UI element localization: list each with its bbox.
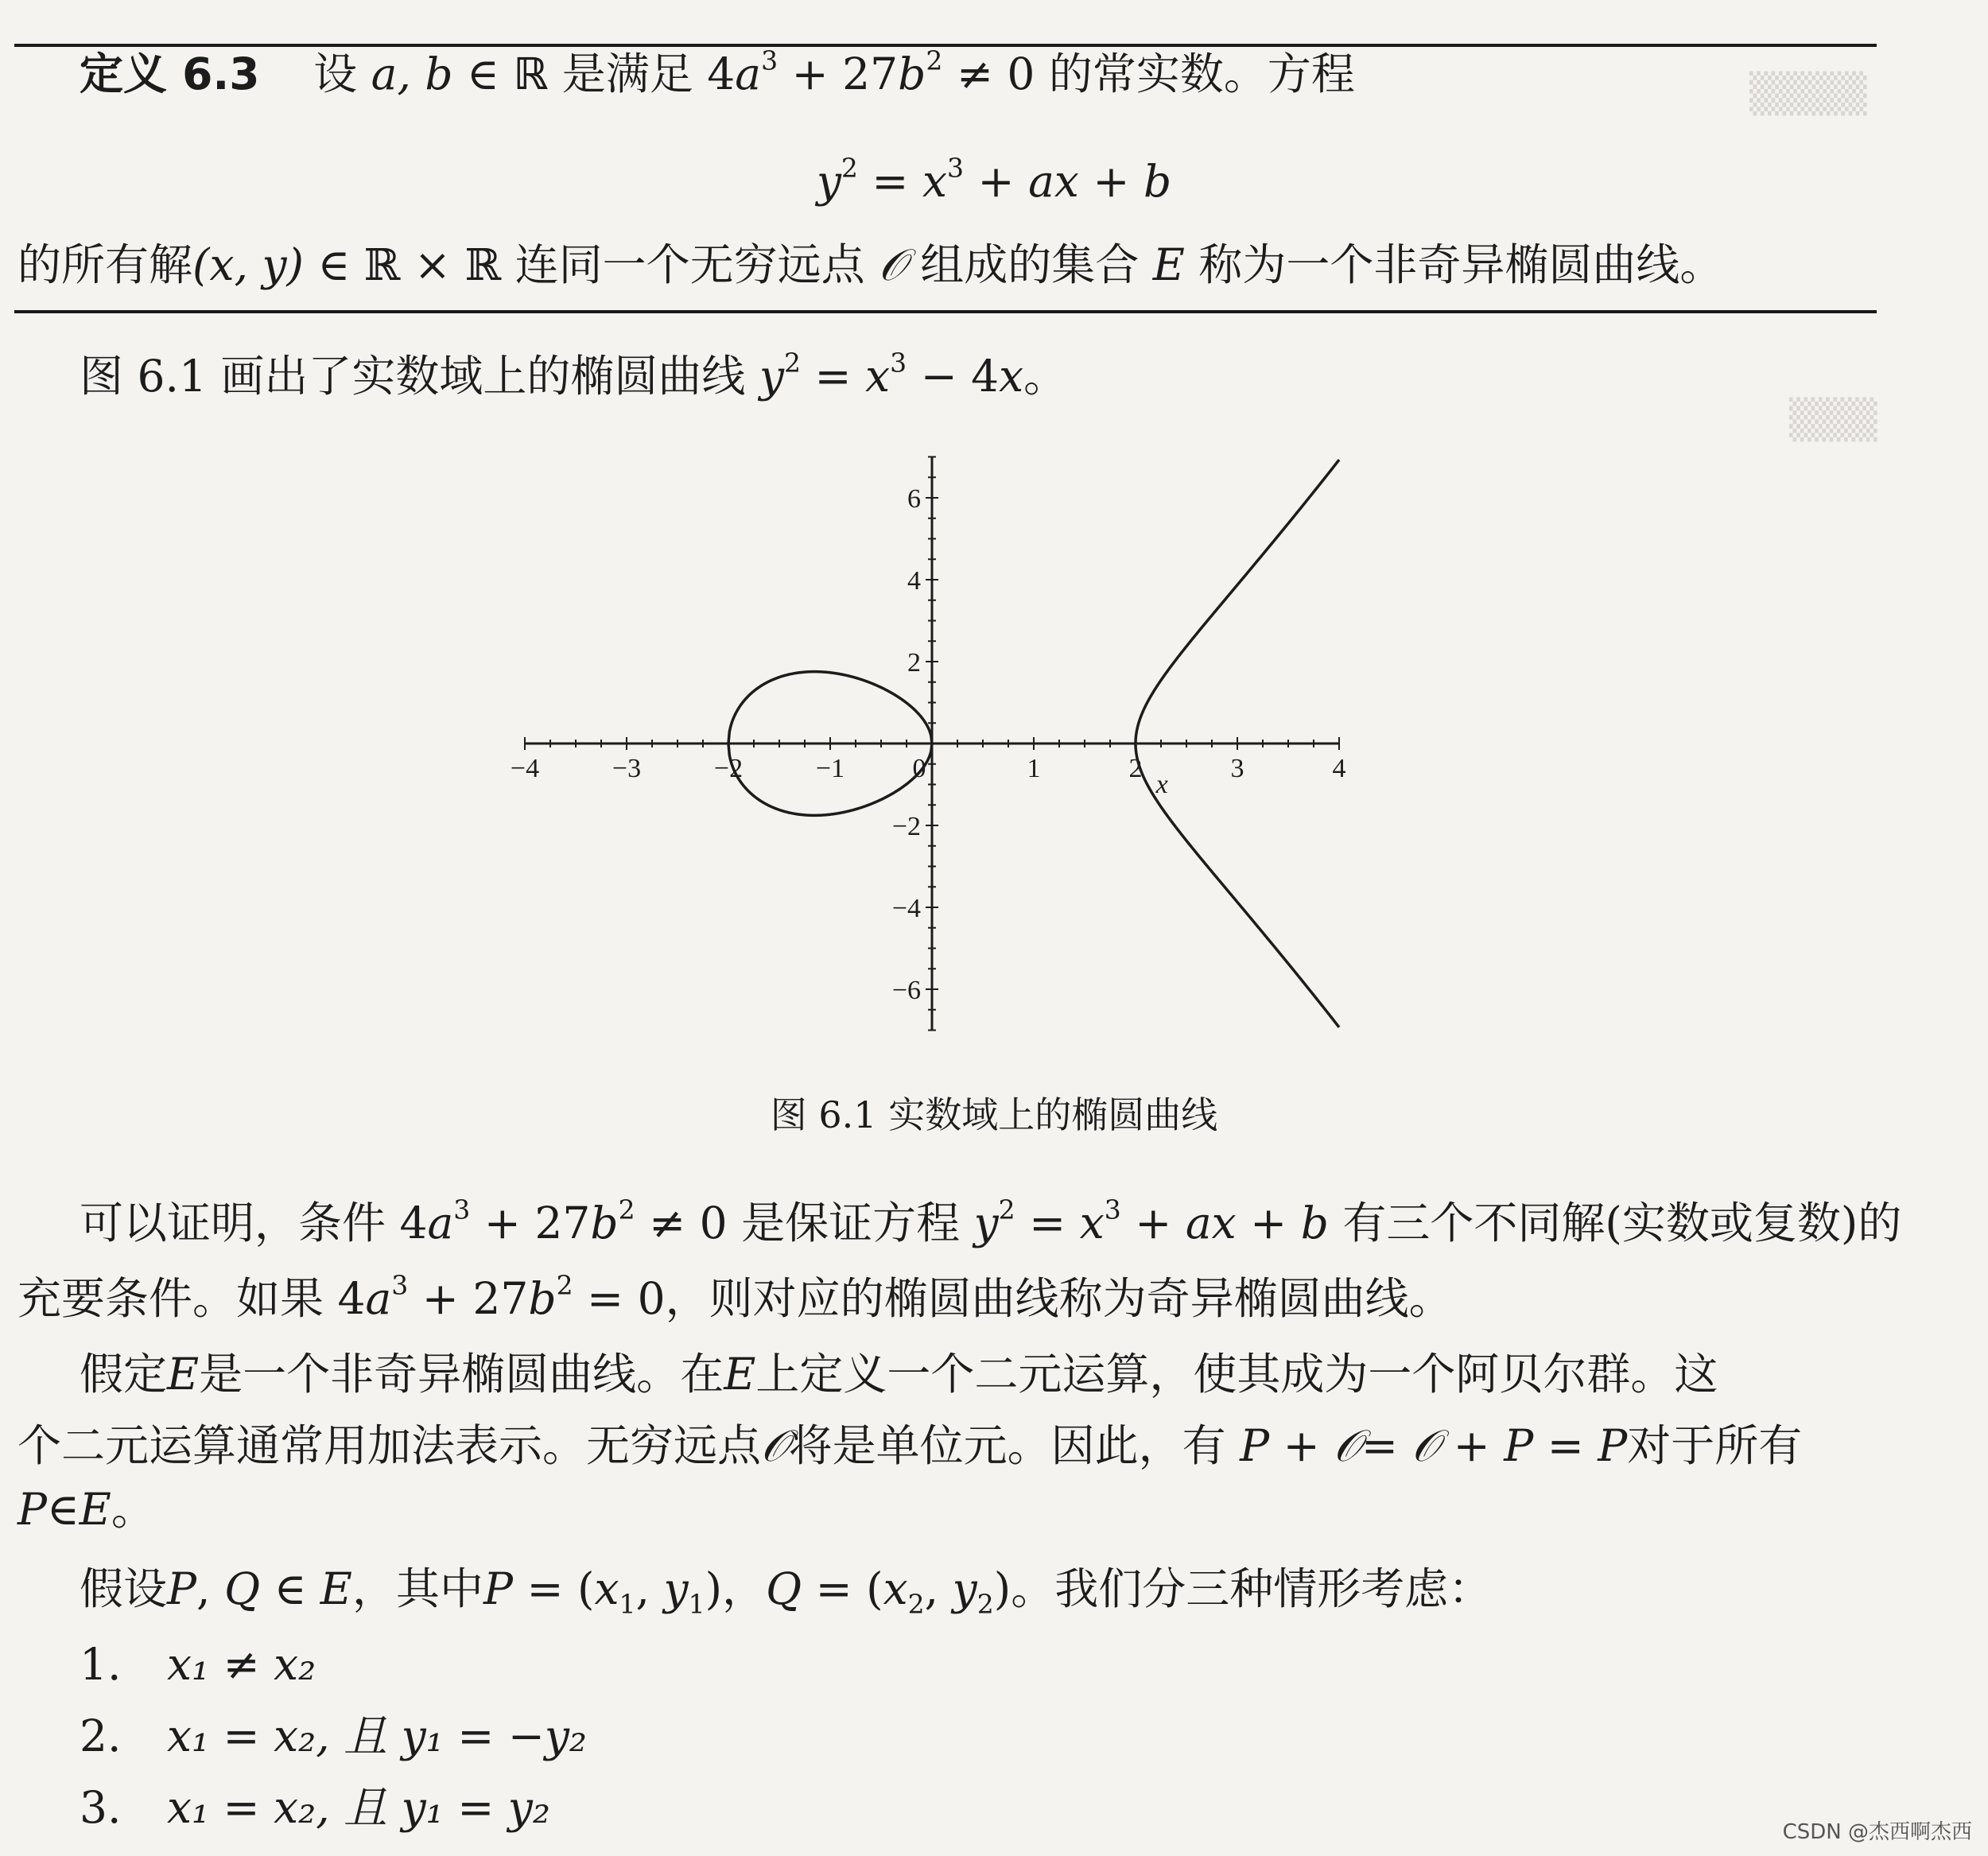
case-1 [80,1638,316,1691]
y-tick-label: −2 [891,812,921,841]
definition-real-set: ℝ [513,49,549,99]
paragraph-2-l2-b: 将是单位元。因此，有 [788,1420,1226,1471]
paragraph-1-line2-tail: ，则对应的椭圆曲线称为奇异椭圆曲线。 [665,1273,1453,1324]
case-text: x₁ = x₂, 且 y₁ = y₂ [166,1782,550,1833]
x-axis-label: x [1155,770,1168,799]
x-tick-label: 4 [1332,754,1346,783]
definition-text-pre: 设 [313,49,358,99]
definition-line3-tail: 称为一个非奇异椭圆曲线。 [1198,239,1724,290]
case-number: 3. [80,1782,122,1833]
definition-line-1 [80,45,1355,100]
paragraph-1-pre: 可以证明，条件 [80,1198,386,1248]
definition-equation: $y^2 = x^3$ + ax + b [816,152,1172,207]
x-tick-label: 2 [1128,754,1143,783]
paragraph-2-l2-a: 个二元运算通常用加法表示。无穷远点 [17,1420,762,1471]
y-tick-label: 6 [907,484,921,514]
paragraph-1-mid: 是保证方程 [741,1198,961,1248]
curve-E-symbol: E [167,1349,200,1400]
case-number: 1. [80,1639,122,1690]
y-tick-label: −6 [891,976,921,1005]
x-tick-label: 1 [1027,754,1041,783]
case-2 [80,1710,587,1762]
figure-intro-line [80,347,1068,402]
curve-E-symbol-2: E [724,1349,756,1400]
paragraph-2-line-2 [17,1419,1802,1472]
paragraph-3-line [80,1563,1493,1620]
figure-intro-period: 。 [1023,351,1068,402]
definition-bottom-rule [14,310,1877,313]
x-tick-label: −4 [510,754,540,783]
paragraph-3-pre: 假设 [80,1563,168,1614]
paragraph-1-line-2 [17,1269,1453,1325]
case-text: x₁ = x₂, 且 y₁ = −y₂ [166,1710,587,1761]
definition-text-tail: 的常实数。方程 [1048,49,1355,99]
bleed-through-text: ▒▒▒ [1789,398,1877,442]
paragraph-1-equation: $y^2 = x^3$ + ax + b [973,1194,1329,1248]
x-tick-label: 3 [1230,754,1244,783]
paragraph-1-singular-condition: $4a^3 + 27b^2 = 0$ [337,1269,666,1324]
figure-intro-equation: $y^2 = x^3 - 4x$ [759,347,1024,402]
bleed-through-text: ▒▒▒▒ [1749,72,1867,116]
definition-pair: (x, y) [192,239,304,290]
x-tick-label: −2 [713,754,744,783]
definition-vars: a, b [371,49,453,99]
paragraph-2-line-3 [17,1483,155,1536]
y-tick-label: −4 [891,894,921,923]
membership-expression: P∈E [17,1484,111,1535]
paragraph-1-condition: $4a^3 + 27b^2 \ne 0$ [399,1194,728,1248]
pq-membership: P, Q ∈ E [167,1563,352,1614]
definition-line3-mid2: 组成的集合 [920,239,1140,290]
watermark: CSDN @杰西啊杰西 [1782,1820,1972,1844]
paragraph-3-mid: ，其中 [351,1563,483,1614]
case-text: x₁ ≠ x₂ [166,1639,316,1690]
figure-intro-text: 图 6.1 画出了实数域上的椭圆曲线 [80,351,746,402]
infinity-point-symbol: 𝒪 [761,1420,789,1471]
paragraph-2-l3-tail: 。 [111,1484,155,1535]
paragraph-2-l1-a: 假定 [80,1349,168,1400]
paragraph-3-tail: 。我们分三种情形考虑： [1011,1563,1493,1614]
definition-in: ∈ [467,49,499,99]
x-tick-label: 0 [912,754,926,783]
definition-label: 定义 6.3 [80,49,260,99]
definition-product-set: ∈ ℝ × ℝ [317,239,502,290]
paragraph-2-l1-c: 上定义一个二元运算，使其成为一个阿贝尔群。这 [755,1349,1718,1400]
point-definitions: $P = (x_1$, $y_1$)，$Q = (x_2$, $y_2$) [483,1563,1011,1620]
paragraph-2-line-1 [80,1348,1718,1400]
definition-top-rule [14,44,1877,47]
figure-caption: 图 6.1 实数域上的椭圆曲线 [770,1093,1218,1136]
paragraph-2-l2-c: 对于所有 [1627,1420,1803,1471]
definition-condition: $4a^3 + 27b^2 \ne 0$ [707,45,1035,99]
identity-equation: P + 𝒪= 𝒪 + P = P [1240,1420,1628,1471]
definition-line3-pre: 的所有解 [17,239,193,290]
paragraph-1-tail: 有三个不同解(实数或复数)的 [1342,1198,1902,1248]
x-tick-label: −1 [815,754,845,783]
definition-line-3 [17,239,1723,291]
elliptic-curve-chart [477,437,1392,1034]
case-3 [80,1781,550,1834]
paragraph-1-line2-pre: 充要条件。如果 [17,1273,324,1324]
definition-text-mid: 是满足 [561,49,693,99]
paragraph-1-line-1 [80,1194,1902,1249]
x-tick-label: −3 [612,754,642,783]
case-number: 2. [80,1710,122,1761]
point-at-infinity-symbol: 𝒪 [879,239,907,290]
paragraph-2-l1-b: 是一个非奇异椭圆曲线。在 [199,1349,724,1400]
y-tick-label: 4 [907,566,921,596]
definition-line3-mid: 连同一个无穷远点 [514,239,865,290]
set-E-symbol: E [1152,239,1185,290]
y-tick-label: 2 [907,648,921,678]
